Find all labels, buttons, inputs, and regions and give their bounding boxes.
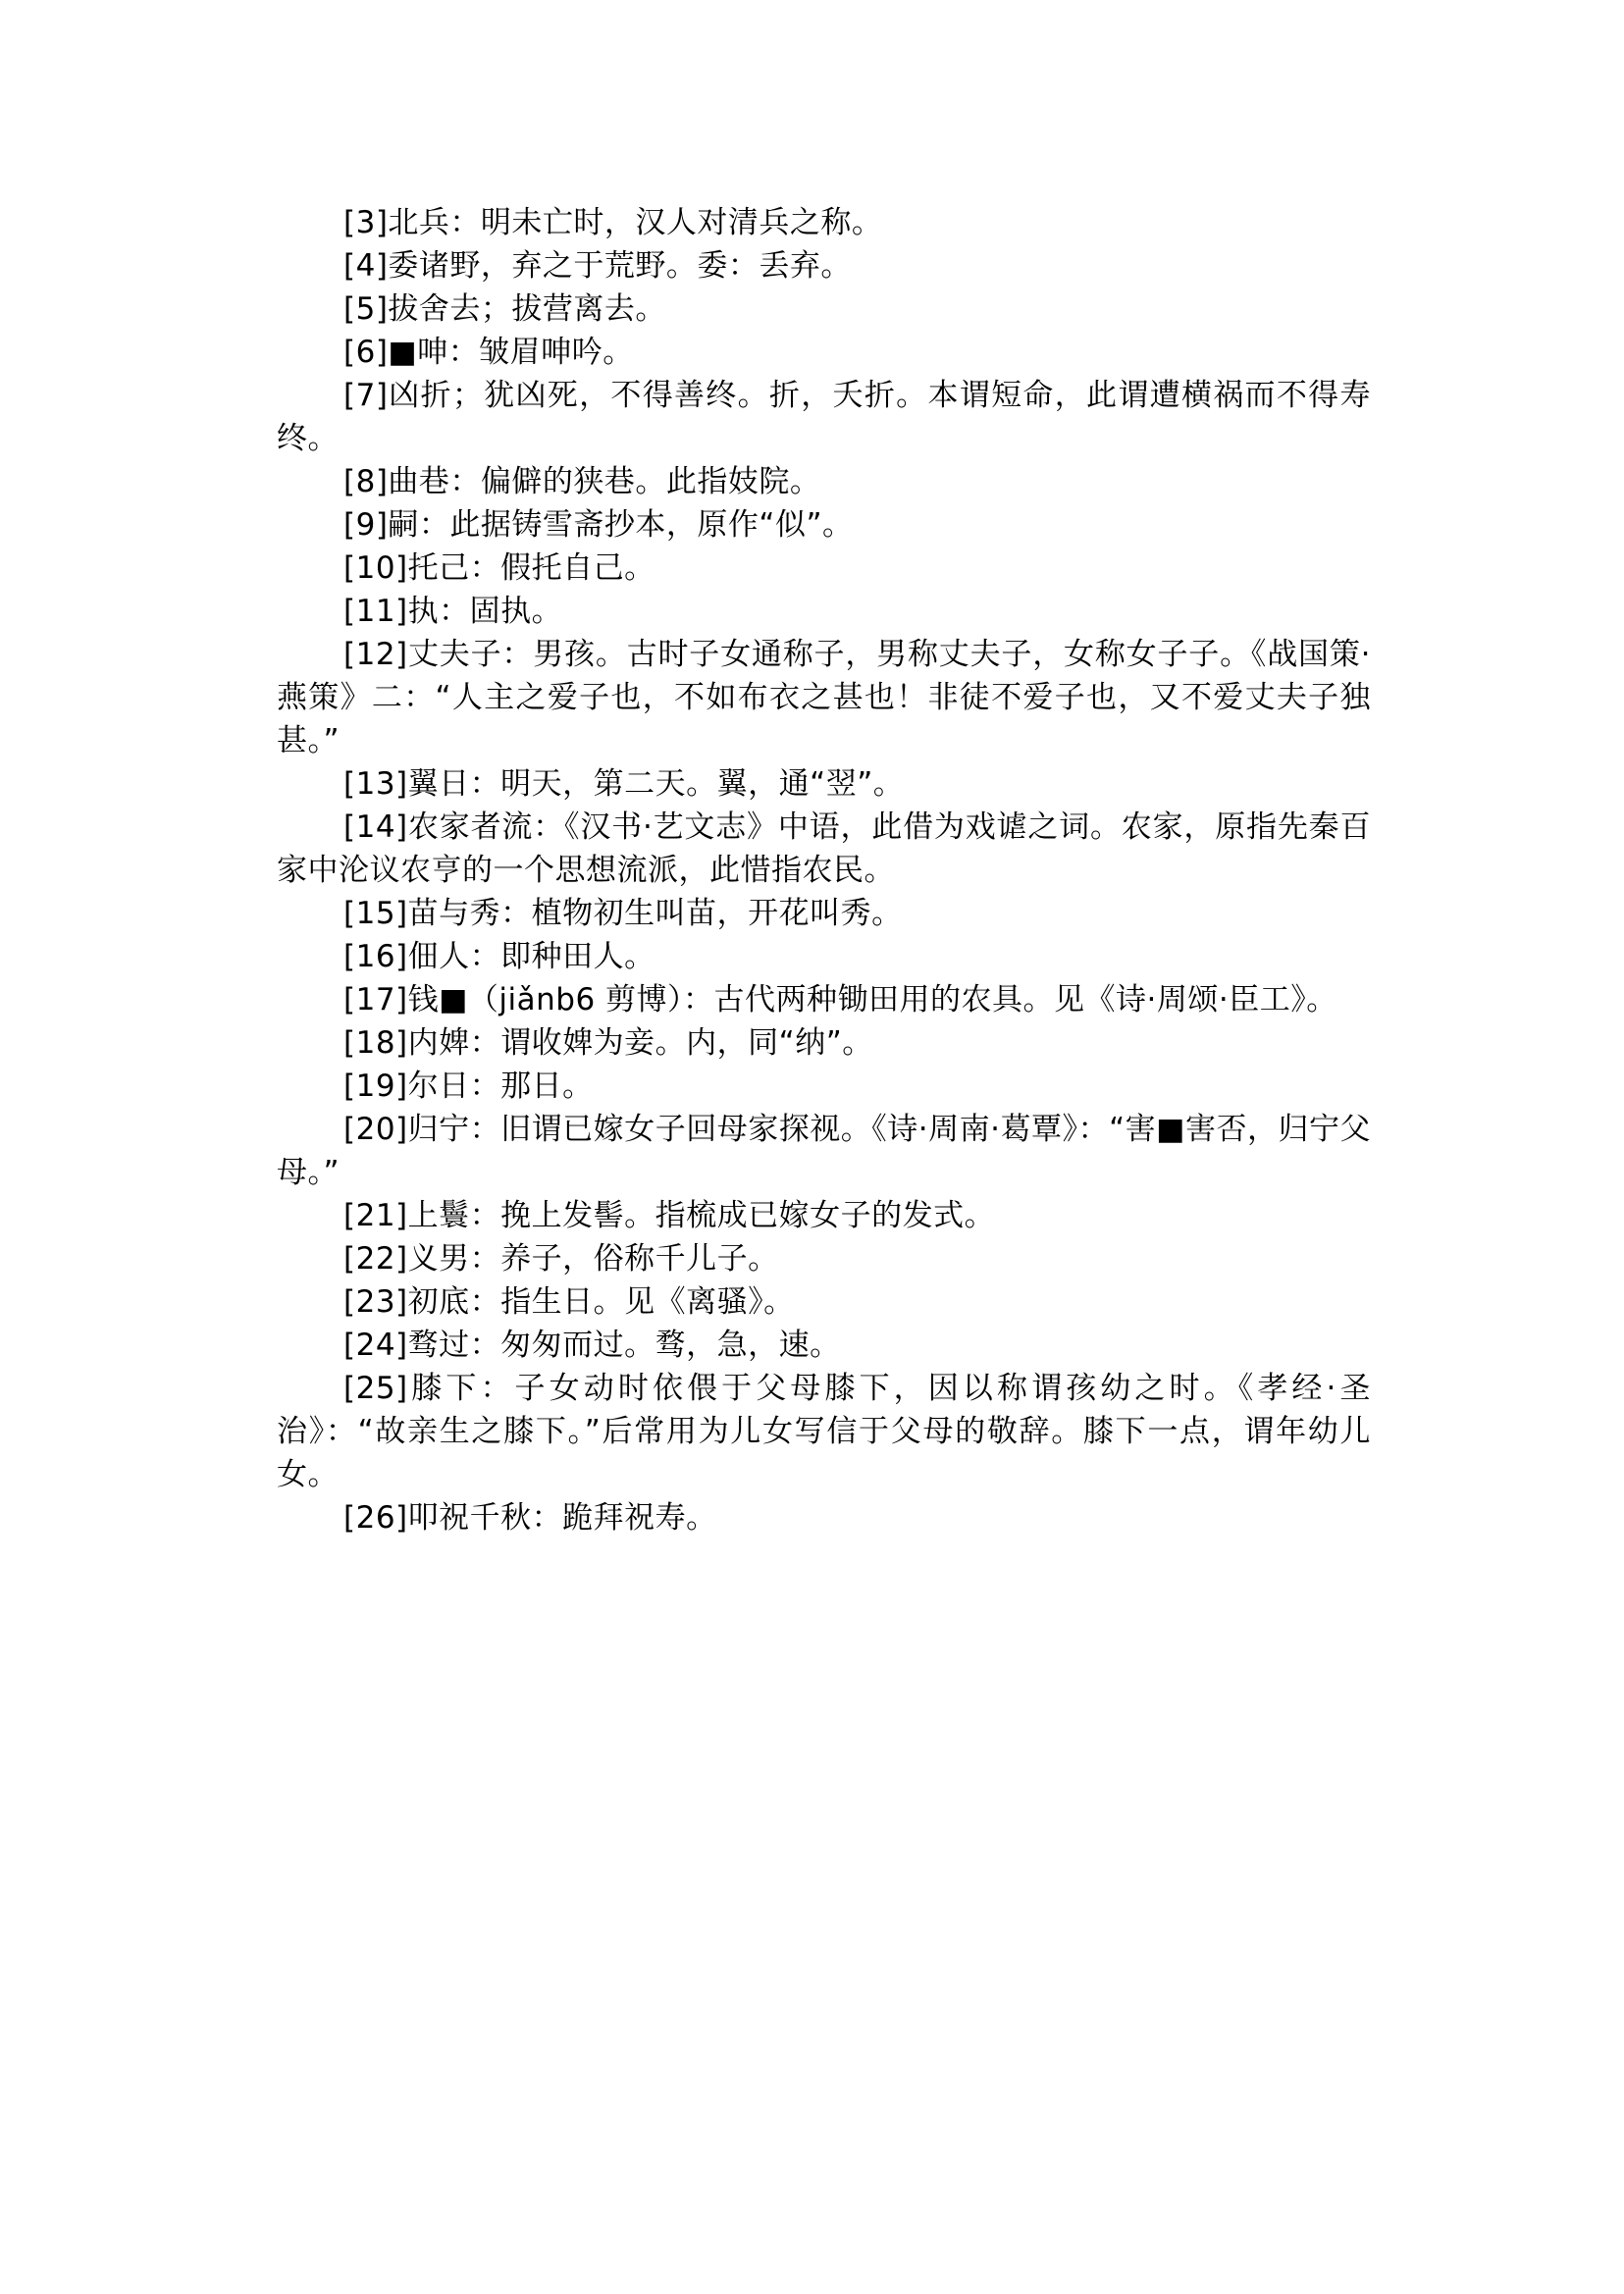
note-25: [25]膝下：子女动时依偎于父母膝下，因以称谓孩幼之时。《孝经·圣治》：“故亲生之膝下。”后常用为儿女写信于父母的敬辞。膝下一点，谓年幼儿女。 [277,1371,1371,1492]
notes-section [277,201,1371,1539]
note-14: [14]农家者流：《汉书·艺文志》中语，此借为戏谑之词。农家，原指先秦百家中沦议农亨的一个思想流派，此惜指农民。 [277,809,1371,888]
note-26: [26]叩祝千秋：跪拜祝寿。 [343,1500,717,1536]
note-5: [5]拔舍去；拔营离去。 [343,291,666,327]
note-19: [19]尔日：那日。 [343,1069,594,1104]
note-22: [22]义男：养子，俗称千儿子。 [343,1241,779,1277]
note-3: [3]北兵：明未亡时，汉人对清兵之称。 [343,205,883,240]
note-23: [23]初底：指生日。见《离骚》。 [343,1284,795,1320]
note-12: [12]丈夫子：男孩。古时子女通称子，男称丈夫子，女称女子子。《战国策·燕策》二：“人主之爱子也，不如布衣之甚也！非徒不爱子也，又不爱丈夫子独甚。” [277,637,1371,758]
note-9: [9]嗣：此据铸雪斋抄本，原作“似”。 [343,507,854,543]
note-13: [13]翼日：明天，第二天。翼，通“翌”。 [343,766,905,802]
note-15: [15]苗与秀：植物初生叫苗，开花叫秀。 [343,896,903,931]
note-7: [7]凶折；犹凶死，不得善终。折，夭折。本谓短命，此谓遭横祸而不得寿终。 [277,378,1371,456]
note-21: [21]上鬟：挽上发髻。指梳成已嫁女子的发式。 [343,1198,996,1233]
note-24: [24]骛过：匆匆而过。骛，急，速。 [343,1328,841,1363]
note-17: [17]钱■（jiǎnb6 剪博）：古代两种锄田用的农具。见《诗·周颂·臣工》。 [343,982,1337,1017]
note-10: [10]托己：假托自己。 [343,550,655,586]
note-20: [20]归宁：旧谓已嫁女子回母家探视。《诗·周南·葛覃》：“害■害否，归宁父母。” [277,1112,1371,1190]
note-16: [16]佃人：即种田人。 [343,939,655,974]
note-8: [8]曲巷：偏僻的狭巷。此指妓院。 [343,464,821,499]
note-11: [11]执：固执。 [343,594,563,629]
note-4: [4]委诸野，弃之于荒野。委：丢弃。 [343,248,852,284]
note-6: [6]■呻：皱眉呻吟。 [343,335,634,370]
note-18: [18]内婢：谓收婢为妾。内，同“纳”。 [343,1025,873,1061]
